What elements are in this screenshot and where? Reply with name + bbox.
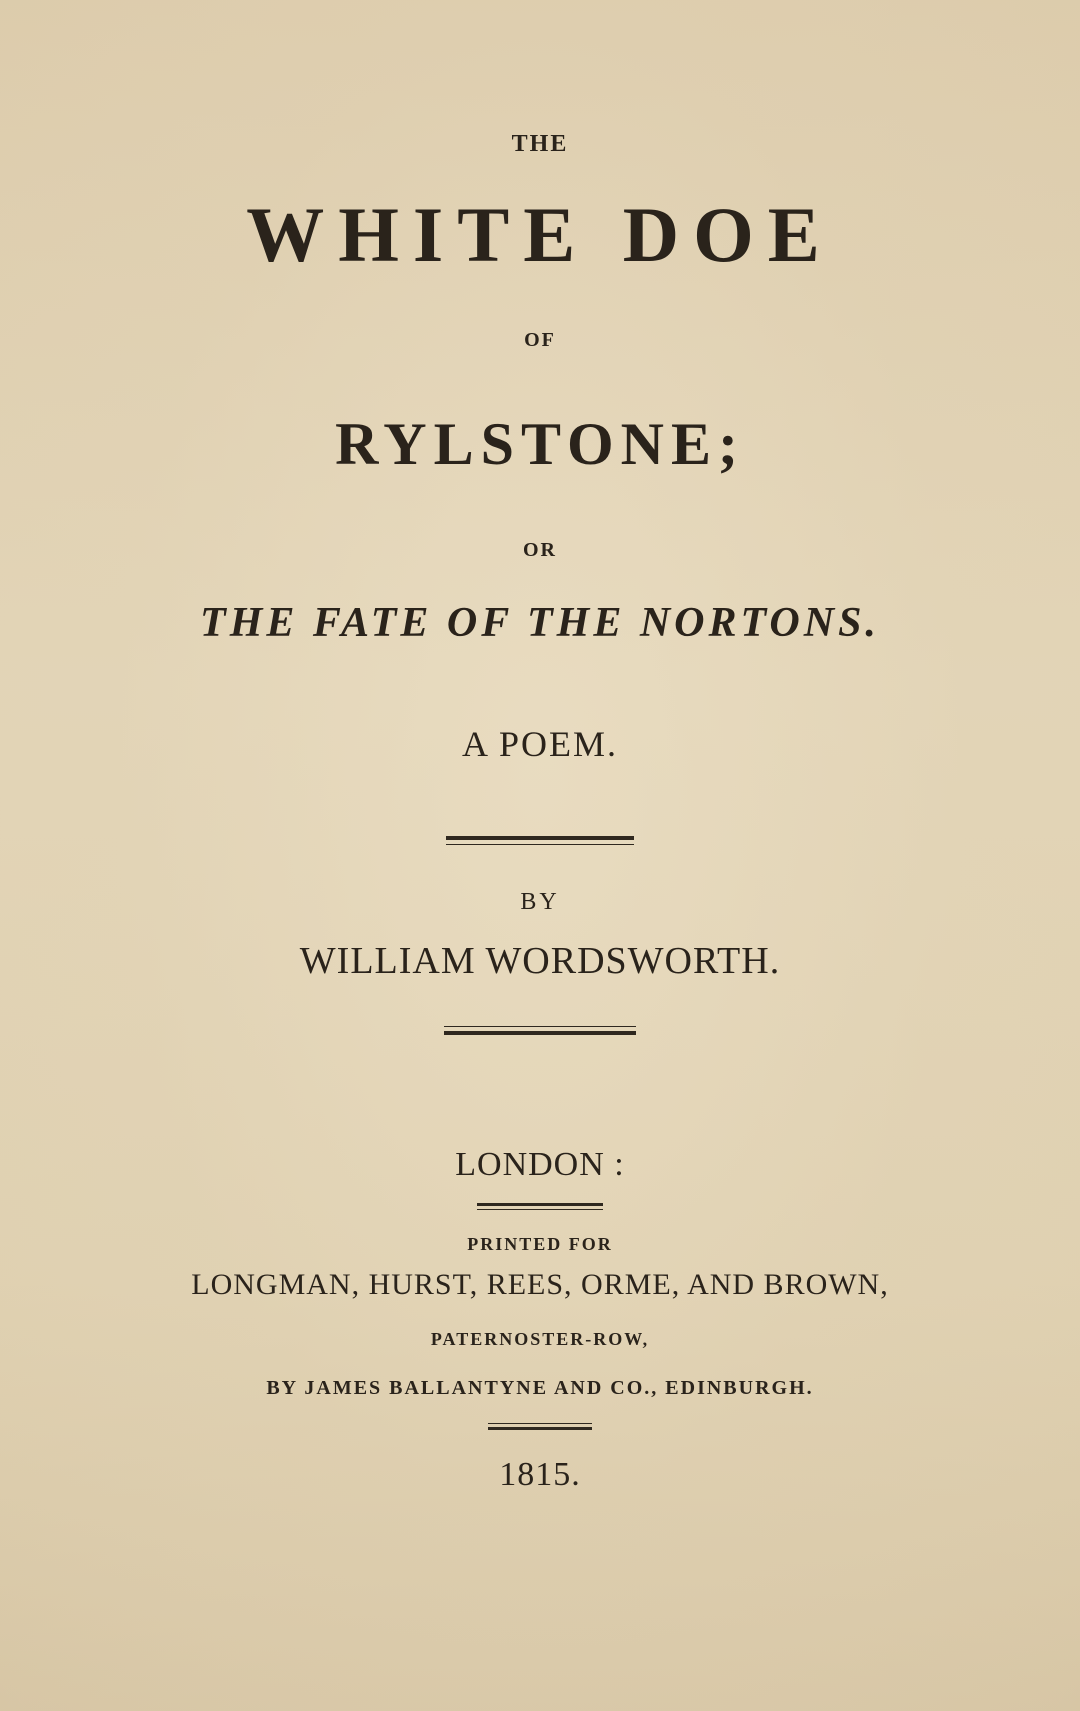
imprint-city: LONDON : [455,1146,625,1183]
by-line: BY [520,889,560,915]
publisher-address: PATERNOSTER-ROW, [430,1329,650,1349]
double-rule-2 [444,1026,636,1035]
printer-line: BY JAMES BALLANTYNE AND CO., EDINBURGH. [266,1377,814,1399]
publication-year: 1815. [499,1456,581,1493]
title-or: OR [523,539,557,561]
title-of: OF [524,329,556,351]
double-rule-4 [488,1423,592,1430]
subtitle: THE FATE OF THE NORTONS. [200,600,880,646]
genre: A POEM. [461,724,619,764]
double-rule-1 [446,836,634,845]
double-rule-3 [477,1203,603,1210]
title-article: THE [511,131,569,157]
author-name: WILLIAM WORDSWORTH. [299,940,781,982]
printed-for-line: PRINTED FOR [467,1234,613,1254]
publishers-line: LONGMAN, HURST, REES, ORME, AND BROWN, [191,1268,889,1301]
title-place: RYLSTONE; [335,411,745,477]
main-title: WHITE DOE [246,191,834,278]
